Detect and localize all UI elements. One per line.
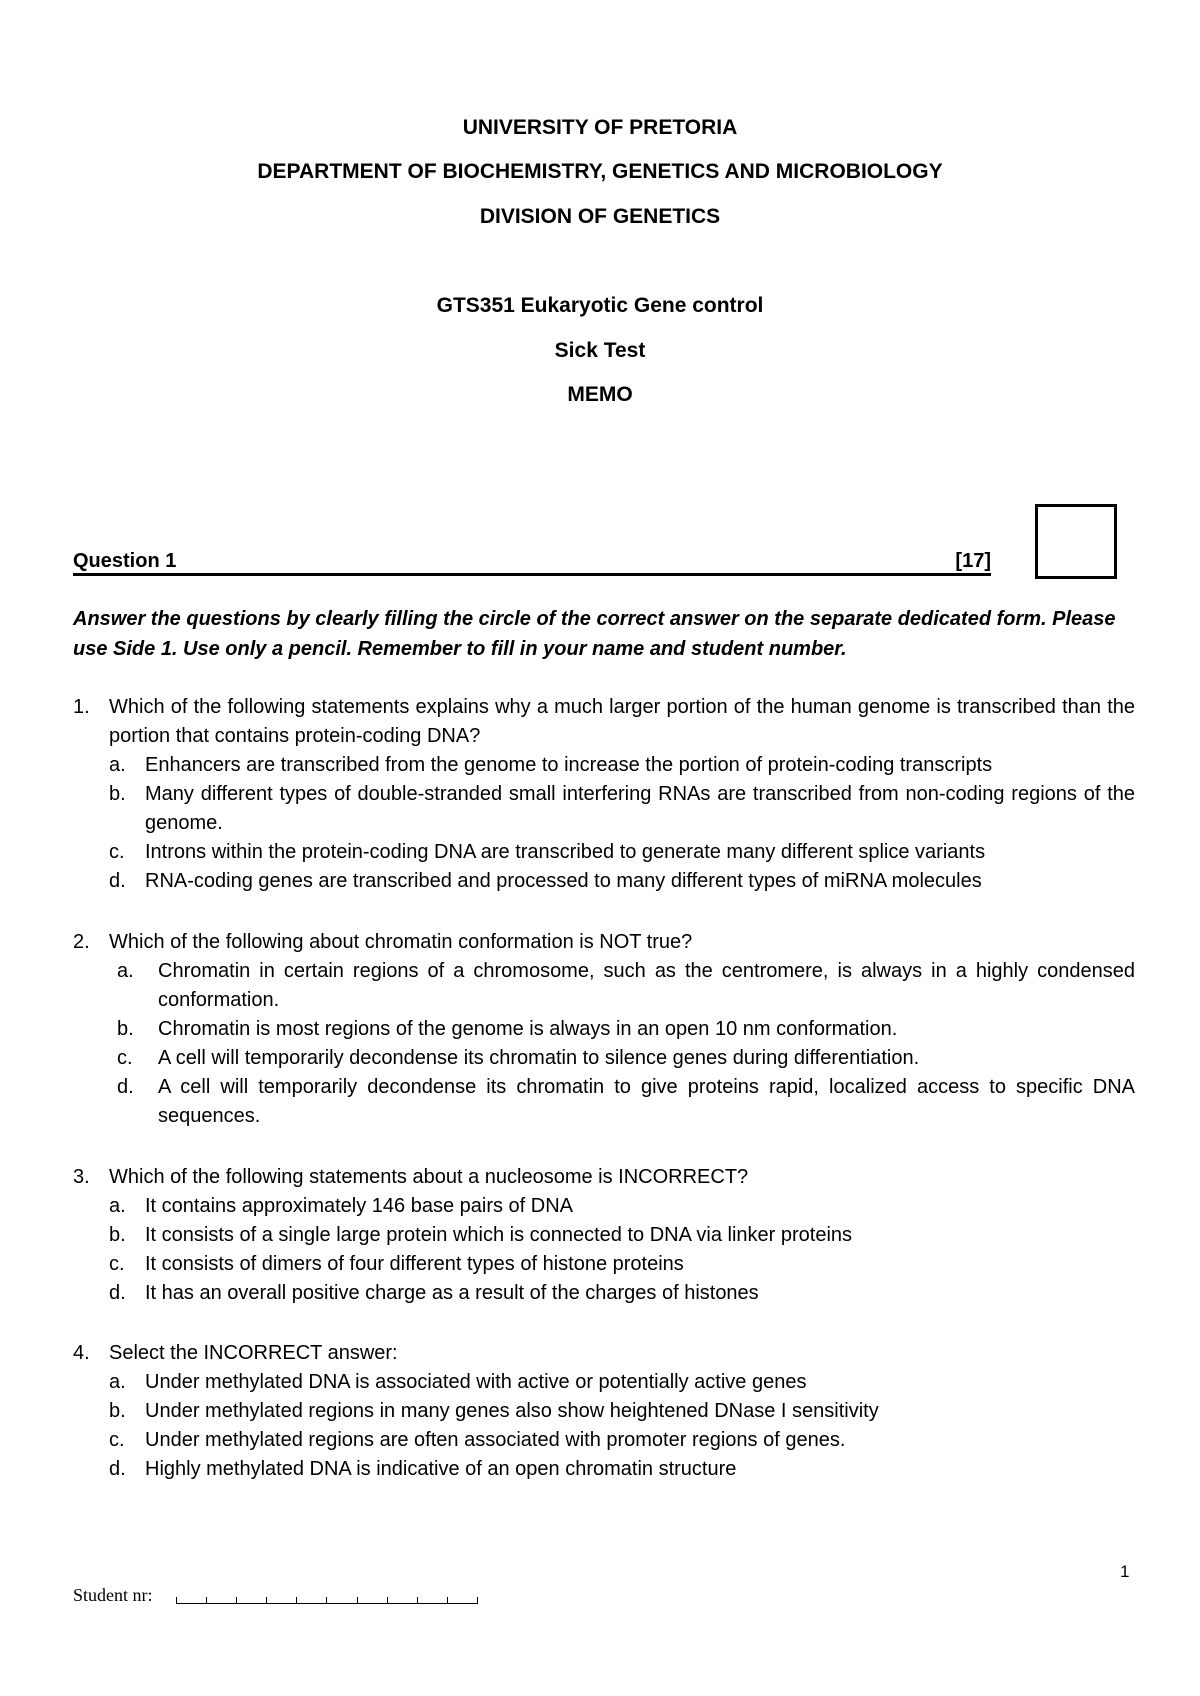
student-nr-boxes [176,1597,478,1607]
digit-box [266,1597,296,1604]
option-c [109,1044,1135,1073]
option-text: A cell will temporarily decondense its chromatin to give proteins rapid, localized access to specific DNA sequences. [158,1076,1135,1127]
option-b [109,780,1135,838]
test-name: Sick Test [554,339,646,362]
digit-box [357,1597,387,1604]
option-letter: b. [109,1224,126,1246]
instructions: Answer the questions by clearly filling the circle of the correct answer on the separate dedicated form. Please use Side 1. Use only a pencil. Remember to fill in your name and student number. [73,608,1116,660]
option-letter: a. [109,1371,126,1393]
digit-box [206,1597,236,1604]
option-text: Many different types of double-stranded small interfering RNAs are transcribed from non-coding regions of the genome. [145,783,1135,834]
option-b [109,1397,1135,1426]
digit-box [176,1597,206,1604]
option-b [109,1015,1135,1044]
option-letter: c. [109,1253,125,1275]
department-name: DEPARTMENT OF BIOCHEMISTRY, GENETICS AND MICROBIOLOGY [257,160,943,183]
option-text: Enhancers are transcribed from the genome to increase the portion of protein-coding transcripts [145,754,993,776]
option-letter: d. [109,1282,126,1304]
option-text: Chromatin in certain regions of a chromosome, such as the centromere, is always in a highly condensed conformation. [158,960,1135,1011]
option-c [109,1250,1135,1279]
university-name: UNIVERSITY OF PRETORIA [462,116,738,139]
option-letter: a. [109,1195,126,1217]
option-text: Under methylated regions in many genes also show heightened DNase I sensitivity [145,1400,879,1422]
option-letter: b. [117,1018,134,1040]
question-text: Which of the following statements about a nucleosome is INCORRECT? [109,1166,749,1188]
division-name: DIVISION OF GENETICS [479,205,721,228]
option-letter: a. [117,960,134,982]
option-letter: d. [109,1458,126,1480]
question-text: Which of the following statements explains why a much larger portion of the human genome is transcribed than the portion that contains protein-coding DNA? [109,696,1135,747]
option-letter: c. [109,1429,125,1451]
digit-box [447,1597,478,1604]
option-text: Under methylated DNA is associated with active or potentially active genes [145,1371,807,1393]
option-d [109,1279,1135,1308]
option-text: Highly methylated DNA is indicative of an open chromatin structure [145,1458,737,1480]
option-c [109,838,1135,867]
option-a [109,1192,1135,1221]
option-letter: d. [109,870,126,892]
option-a [109,751,1135,780]
course-title: GTS351 Eukaryotic Gene control [436,294,764,317]
option-letter: a. [109,754,126,776]
memo-label: MEMO [567,383,633,406]
option-text: It consists of dimers of four different types of histone proteins [145,1253,684,1275]
question-number: 3. [73,1166,90,1188]
option-a [109,1368,1135,1397]
option-text: It consists of a single large protein which is connected to DNA via linker proteins [145,1224,853,1246]
option-letter: b. [109,783,126,805]
option-text: A cell will temporarily decondense its chromatin to silence genes during differentiation. [158,1047,920,1069]
digit-box [417,1597,447,1604]
option-d [109,867,1135,896]
question-title: Question 1 [73,550,177,572]
option-text: Under methylated regions are often associated with promoter regions of genes. [145,1429,846,1451]
option-letter: d. [117,1076,134,1098]
question-heading [73,548,991,576]
option-d [109,1073,1135,1131]
option-letter: b. [109,1400,126,1422]
score-box [1035,504,1117,579]
question-number: 2. [73,931,90,953]
option-a [109,957,1135,1015]
option-text: Introns within the protein-coding DNA are transcribed to generate many different splice variants [145,841,986,863]
page-number: 1 [1120,1562,1130,1581]
question-2 [73,928,1135,1131]
student-nr-label: Student nr: [73,1585,153,1605]
question-1 [73,693,1135,896]
question-text: Select the INCORRECT answer: [109,1342,398,1364]
option-b [109,1221,1135,1250]
question-4 [73,1339,1135,1484]
digit-box [236,1597,266,1604]
question-3 [73,1163,1135,1308]
option-text: Chromatin is most regions of the genome is always in an open 10 nm conformation. [158,1018,898,1040]
option-text: It has an overall positive charge as a result of the charges of histones [145,1282,759,1304]
option-text: It contains approximately 146 base pairs of DNA [145,1195,573,1217]
option-d [109,1455,1135,1484]
option-letter: c. [117,1047,133,1069]
question-marks: [17] [955,550,991,572]
option-c [109,1426,1135,1455]
question-text: Which of the following about chromatin conformation is NOT true? [109,931,693,953]
question-number: 4. [73,1342,90,1364]
question-number: 1. [73,696,90,718]
option-letter: c. [109,841,125,863]
digit-box [326,1597,356,1604]
option-text: RNA-coding genes are transcribed and processed to many different types of miRNA molecules [145,870,982,892]
digit-box [387,1597,417,1604]
digit-box [296,1597,326,1604]
